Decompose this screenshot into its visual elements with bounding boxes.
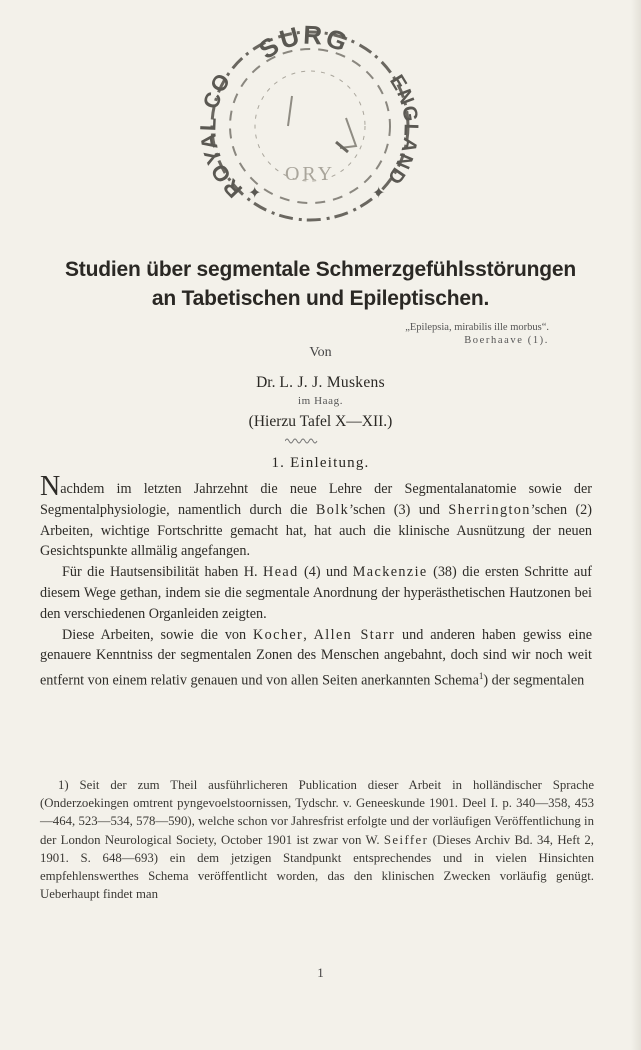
author-name: L. J. J. Muskens — [279, 374, 385, 391]
section-heading: 1. Einleitung. — [271, 455, 370, 471]
author-prefix: Dr. — [256, 374, 276, 391]
svg-text:ROYAL COL — [196, 22, 247, 203]
byline-von: Von — [309, 345, 332, 360]
author-ref-allen-starr: Allen Starr — [313, 626, 396, 643]
stamp-top-text: SURG — [253, 22, 354, 65]
plates-note: (Hierzu Tafel X—XII.) — [248, 413, 393, 430]
svg-text:SURG — [253, 22, 353, 65]
paragraph-3: Diese Arbeiten, sowie die von Kocher, Allen Starr und anderen haben gewiss eine genauere Kenntniss der segmentalen Zonen des Menschen angebahnt, doch sind wir noch weit entfernt von einem relativ genauen und von allen Seiten anerkannten Schema$^1$) der segmentalen — [40, 626, 592, 689]
author-line — [0, 374, 641, 392]
paragraph-1: Nachdem im letzten Jahrzehnt die neue Lehre der Segmentalanatomie sowie der Segmentalphysiologie, namentlich durch die Bolk’schen (3) und Sherrington’schen (2) Arbeiten, wichtige Fortschritte gemacht hat, hat auch die klinische Ausnützung der neuen Gesichtspunkte allmälig angefangen. — [40, 471, 592, 560]
author-ref-sherrington: Sherrington — [448, 501, 531, 518]
article-title-line-2: an Tabetischen und Epileptischen. — [151, 287, 490, 310]
library-stamp — [196, 22, 424, 227]
epigraph-attribution: Boerhaave (1). — [464, 335, 549, 346]
author-place: im Haag. — [297, 395, 344, 407]
svg-text:✦: ✦ — [248, 183, 262, 202]
article-title-line-1: Studien über segmentale Schmerzgefühlsstörungen — [64, 258, 577, 281]
drop-cap: N — [40, 471, 61, 502]
author-ref-mackenzie: Mackenzie — [352, 564, 428, 581]
body-text — [40, 471, 593, 692]
author-ref-head: Head — [263, 564, 299, 581]
epigraph-quote: „Epilepsia, mirabilis ille morbus“. — [405, 322, 549, 333]
author-ref-bolk: Bolk — [315, 501, 350, 518]
page-number: 1 — [317, 965, 324, 980]
footnote — [40, 776, 594, 903]
stamp-left-text: ROYAL CO — [196, 68, 248, 203]
svg-text:ENGLAND — [382, 71, 422, 188]
epigraph — [405, 321, 549, 347]
paragraph-2: Für die Hautsensibilität haben H. Head (4) und Mackenzie (38) die ersten Schritte auf diesem Wege gethan, indem sie die segmentale Anordnung der hyperästhetischen Hautzonen bei den verschiedenen Organleiden zeigten. — [40, 564, 593, 622]
stamp-right-text: ENGLAND — [382, 71, 422, 189]
stamp-seal-graphic — [196, 22, 424, 227]
ornament-divider — [285, 437, 319, 445]
footnote-text: 1) Seit der zum Theil ausführlicheren Publication dieser Arbeit in holländischer Sprache (Onderzoekingen omtrent pyngevoelstoornissen, Tydschr. v. Geneeskunde 1901. Deel I. p. 340—358, 453—464, 523—534, 578—590), welche schon vor Jahresfrist erfolgte und der vorläufigen Veröffentlichung in der London Neurological Society, October 1901 ist zwar von W. Seiffer (Dieses Archiv Bd. 34, Heft 2, 1901. S. 648—693) ein dem jetzigen Standpunkt entsprechendes und in vielen Hinsichten empfehlenswerthes Schema veröffentlicht worden, das den klinischen Zwecken vorläufig genügt. Ueberhaupt findet man — [40, 778, 594, 902]
author-ref-kocher: Kocher — [253, 626, 304, 643]
footnote-ref: 1 — [478, 671, 484, 682]
author-ref-seiffer: Seiffer — [383, 832, 429, 847]
stamp-center-text: ORY — [284, 163, 336, 185]
svg-text:✦: ✦ — [372, 183, 386, 202]
page-edge-shadow — [631, 0, 641, 1050]
